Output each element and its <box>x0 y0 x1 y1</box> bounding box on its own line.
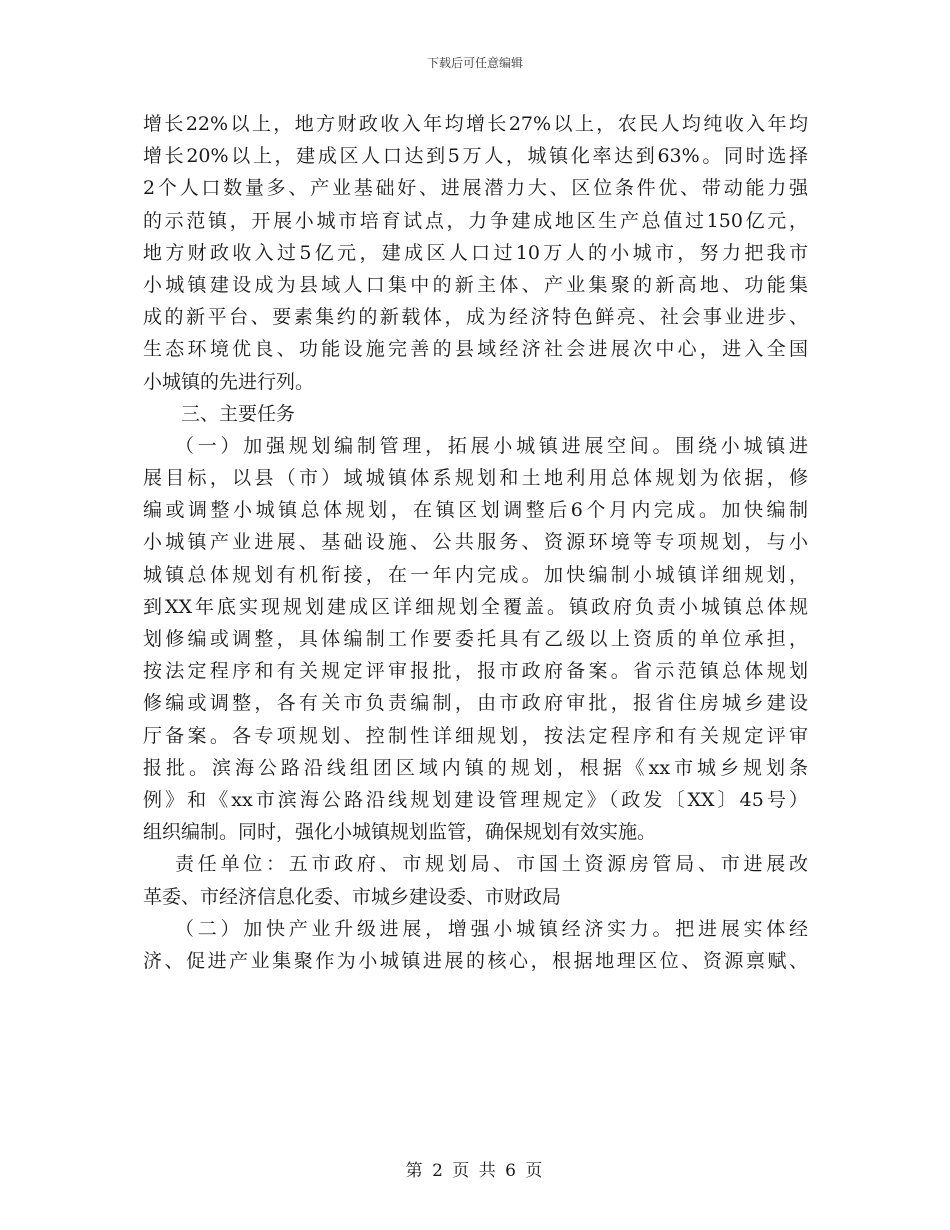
text-line: 的示范镇，开展小城市培育试点，力争建成地区生产总值过150亿元， <box>143 209 808 232</box>
text-line: 划修编或调整，具体编制工作要委托具有乙级以上资质的单位承担， <box>143 628 808 650</box>
text-line: 展目标，以县（市）域城镇体系规划和土地利用总体规划为依据，修 <box>143 467 808 490</box>
text-line: 按法定程序和有关规定评审报批，报市政府备案。省示范镇总体规划 <box>143 660 808 683</box>
text-line: 小城镇的先进行列。 <box>143 370 315 393</box>
document-body <box>143 108 808 977</box>
text-line: 到XX年底实现规划建成区详细规划全覆盖。镇政府负责小城镇总体规 <box>143 595 808 618</box>
text-line: 责任单位：五市政府、市规划局、市国土资源房管局、市进展改 <box>175 853 808 876</box>
text-line: 报批。滨海公路沿线组团区域内镇的规划，根据《xx市城乡规划条 <box>143 756 808 779</box>
text-line: （二）加快产业升级进展，增强小城镇经济实力。把进展实体经 <box>175 917 808 940</box>
text-line: 2个人口数量多、产业基础好、进展潜力大、区位条件优、带动能力强 <box>143 177 808 200</box>
text-line: 编或调整小城镇总体规划，在镇区划调整后6个月内完成。加快编制 <box>143 499 808 522</box>
text-line: 增长20%以上，建成区人口达到5万人，城镇化率达到63%。同时选择 <box>143 145 808 168</box>
text-line: 厅备案。各专项规划、控制性详细规划，按法定程序和有关规定评审 <box>143 724 808 747</box>
text-line: 革委、市经济信息化委、市城乡建设委、市财政局 <box>143 885 562 908</box>
text-line: 小城镇产业进展、基础设施、公共服务、资源环境等专项规划，与小 <box>143 531 808 554</box>
text-line: （一）加强规划编制管理，拓展小城镇进展空间。围绕小城镇进 <box>175 434 808 457</box>
text-line: 成的新平台、要素集约的新载体，成为经济特色鲜亮、社会事业进步、 <box>143 306 808 329</box>
text-line: 修编或调整，各有关市负责编制，由市政府审批，报省住房城乡建设 <box>143 692 808 715</box>
text-line: 城镇总体规划有机衔接，在一年内完成。加快编制小城镇详细规划， <box>143 563 808 586</box>
text-line: 组织编制。同时，强化小城镇规划监管，确保规划有效实施。 <box>143 821 657 844</box>
text-line: 例》和《xx市滨海公路沿线规划建设管理规定》（政发〔XX〕45号） <box>143 788 808 811</box>
text-line: 小城镇建设成为县域人口集中的新主体、产业集聚的新高地、功能集 <box>143 273 808 296</box>
page-header: 下载后可任意编辑 <box>426 56 523 70</box>
text-line: 生态环境优良、功能设施完善的县域经济社会进展次中心，进入全国 <box>143 338 808 361</box>
text-line: 济、促进产业集聚作为小城镇进展的核心，根据地理区位、资源禀赋、 <box>143 949 808 972</box>
text-line: 增长22%以上，地方财政收入年均增长27%以上，农民人均纯收入年均 <box>143 113 808 135</box>
section-heading: 三、主要任务 <box>181 402 296 425</box>
text-line: 地方财政收入过5亿元，建成区人口过10万人的小城市，努力把我市 <box>143 241 808 264</box>
page-footer: 第 2 页 共 6 页 <box>405 1161 545 1181</box>
